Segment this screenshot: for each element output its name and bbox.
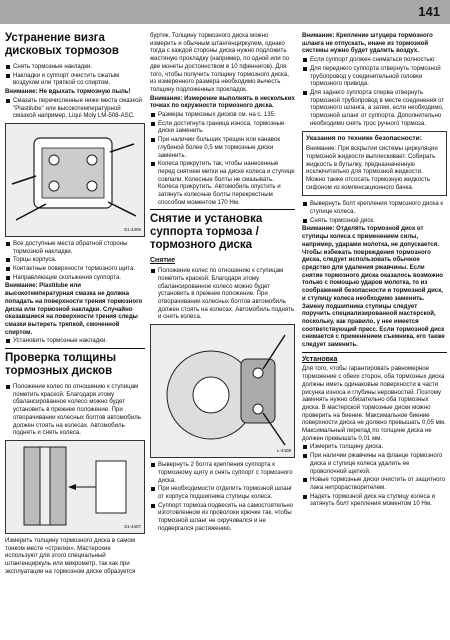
bullet-item: Направляющие скольжения суппорта. (5, 274, 145, 282)
bullet-item: Если суппорт должен сниматься полностью: (302, 56, 447, 64)
section-divider (302, 352, 447, 353)
bullet-item: Надеть тормозной диск на ступицу колеса и затянуть болт крепления моментом 10 Нм. (302, 493, 447, 508)
bullet-item: Все доступные места обратной стороны тормозной накладки. (5, 240, 145, 255)
warning-text: Внимание: Не вдыхать тормозную пыль! (5, 88, 131, 96)
disc-measure-figure (5, 440, 145, 534)
bullet-item: Если достигнута граница износа, тормозные диски заменить. (150, 120, 295, 135)
section-heading-squeal: Устранение визга дисковых тормозов (5, 32, 120, 57)
brake-pad-illustration (6, 124, 144, 234)
subheading-removal: Снятие (150, 257, 175, 265)
bullet-item: Смазать перечисленные ниже места смазкой "Plastilube" или высокотемпературной смазкой например, Liqui Moly LM-508-ASC. (5, 97, 145, 120)
bullet-item: Размеры тормозных дисков см. на с. 135. (150, 111, 295, 119)
bullet-item: Положение колес по отношению к ступицам пометить краской. Благодаря этому сбалансированное колесо можно будет установить в прежнее положение. При отворачивании колесных болтов автомобиль должен стоять на колесах. Автомобиль поднять и снять колеса. (150, 267, 295, 321)
bullet-item: Колеса прикрутить так, чтобы нанесенные перед снятием метки на диске колеса и ступице совпали. Колесные болты не смазывать. Колеса прикрутить. Автомобиль опустить и затянуть колесные болты перекрестным способом моментом 170 Нм. (150, 160, 295, 206)
subheading-installation: Установка (302, 355, 338, 363)
bullet-item: Снять тормозной диск. (302, 217, 447, 225)
disc-thickness-illustration (6, 441, 144, 531)
body-paragraph: Для того, чтобы гарантировать равномерное торможение с обеих сторон, оба тормозных диска должны иметь одинаковые поверхности в части рисунка износа и глубины неровностей. Поэтому заменять нужно обязательно оба тормозных диска. В мастерской тормозные диски можно проверить на биение. Максимальное биение поверхности диска не должно превышать 0,05 мм. Максимальный перепад по толщине диска не должен превышать 0,01 мм. (302, 365, 446, 442)
column-right (302, 32, 447, 509)
section-heading-thickness: Проверка толщины тормозных дисков (5, 352, 117, 378)
warning-text: Внимание: Крепление штуцера тормозного шланга не отпускать, иначе из тормозной системы нужно будет удалить воздух. (302, 32, 433, 55)
page-number: 141 (418, 4, 440, 19)
bullet-item: Вывернуть болт крепления тормозного диска к ступице колеса. (302, 200, 447, 215)
section-divider (150, 209, 295, 210)
page-header-band (0, 0, 450, 24)
bullet-item: При наличии ржавчины на фланце тормозного диска и ступице колеса удалить ее проволочной щеткой. (302, 452, 447, 475)
bullet-item: Накладки и суппорт очистить сжатым воздухом или тряпкой со спиртом. (5, 72, 145, 87)
figure-code: L-4408 (276, 448, 291, 454)
bullet-item: При наличии больших трещин или канавок глубиной более 0,5 мм тормозные диски заменить. (150, 136, 295, 159)
column-middle (150, 32, 295, 533)
bullet-item: Для переднего суппорта отвернуть тормозной трубопровод у соединительной головки тормозного привода. (302, 65, 447, 88)
bullet-item: Снять тормозные накладки. (5, 63, 145, 71)
caliper-illustration (151, 325, 294, 455)
body-paragraph: Измерить толщину тормозного диска в самом тонком месте «стрелки». Мастерские используют для этого специальный штангенциркуль или микрометр, так как при эксплуатации на тормозном диске образуется (5, 536, 136, 575)
section-divider (5, 348, 145, 349)
warning-text: Внимание: Отделять тормозной диск от ступицы колеса с применением силы, например, ударами молотка, не допускается. Чтобы избежать повреждения тормозного диска, следует использовать обычное средство для удаления ржавчины. Если снятие тормозного диска оказалось возможно только с помощью ударов молотка, то из соображений безопасности и тормозной диск, и ступицу колеса необходимо заменить. Замену подшипника ступицы следует поручить специализированной мастерской, поскольку, как правило, у нее имеется соответствующий пресс. Если тормозной диск снимается с применением съемника, его также следует заменить. (302, 225, 445, 349)
column-left (5, 32, 145, 577)
bullet-item: Для заднего суппорта сперва отвернуть тормозной трубопровод в месте соединения от тормозного шланга, а затем, если необходимо, тормозной шланг от суппорта. Дополнительно необходимо снять трос ручного тормоза. (302, 89, 447, 128)
safety-text: Внимание: При вскрытии системы циркуляции тормозной жидкости выплескивает. Собирать жидкость в бутылку, предназначенную исключительно для тормозной жидкости. Можно также отсосать тормозную жидкость сифоном из компенсационного бачка. (306, 145, 438, 191)
body-paragraph: буртик. Толщину тормозного диска можно измерить и обычным штангенциркулем, однако тогда с каждой стороны диска нужно подложить жестяную прокладку (например, по одной или по две монеты достоинством в 10 пфеннигов). Для того, чтобы получить толщину тормозного диска, из измеренного размера необходимо вычесть толщину подложенных прокладок. (150, 32, 290, 93)
warning-text: Внимание: Измерение выполнять в нескольких точках по окружности тормозного диска. (150, 94, 295, 110)
bullet-item: Контактные поверхности тормозного щита. (5, 265, 145, 273)
section-heading-caliper: Снятие и установка суппорта тормоза / тормозного диска (150, 213, 263, 252)
bullet-item: При необходимости отделить тормозной шланг от корпуса подшипника ступицы колеса. (150, 485, 295, 500)
bullet-item: Новые тормозные диски очистить от защитного лака нитрорастворителем. (302, 476, 447, 491)
caliper-figure (150, 324, 295, 458)
bullet-item: Положение колес по отношению к ступицам пометить краской. Благодаря этому сбалансированное колесо можно будет установить в прежнее положение. При отворачивании колесных болтов автомобиль должен стоять на колесах. Автомобиль поднять и снять колеса. (5, 383, 145, 437)
safety-title: Указания по технике безопасности: (306, 135, 422, 143)
warning-text: Внимание: Plastilube или высокотемпературная смазка не должна попадать на поверхности трения тормозного диска или тормозной накладки. Случайно оказавшиеся на поверхности трения следы смазки вытереть тряпкой, смоченной спиртом. (5, 282, 143, 336)
safety-box (302, 131, 447, 196)
figure-code: S1-4407 (123, 524, 141, 530)
figure-code: S1-4406 (123, 227, 141, 233)
bullet-item: Измерить толщину диска. (302, 443, 447, 451)
brake-pad-figure (5, 123, 145, 237)
bullet-item: Торцы корпуса. (5, 256, 145, 264)
bullet-item: Вывернуть 2 болта крепления суппорта к тормозному щиту и снять суппорт с тормозного диска. (150, 461, 295, 484)
bullet-item: Установить тормозные накладки. (5, 337, 145, 345)
bullet-item: Суппорт тормоза подвесить на самостоятельно изготовленном из проволоки крючке так, чтобы тормозной шланг не скручивался и не подвергался растяжению. (150, 502, 295, 533)
